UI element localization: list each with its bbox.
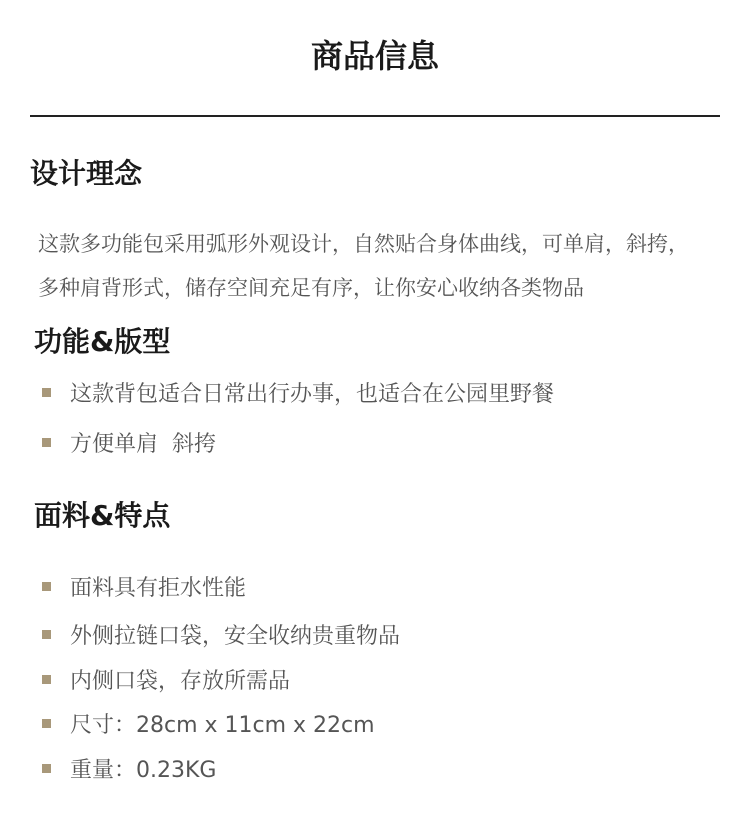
material-item	[42, 707, 375, 739]
material-heading: 面料&特点	[34, 499, 171, 532]
material-item	[42, 752, 216, 784]
function-heading: 功能&版型	[34, 325, 171, 358]
square-bullet-icon	[42, 719, 51, 728]
material-item-text: 内侧口袋，存放所需品	[70, 668, 291, 694]
material-item-text: 外侧拉链口袋，安全收纳贵重物品	[70, 623, 401, 649]
function-item	[42, 376, 554, 408]
design-heading: 设计理念	[30, 157, 143, 190]
function-item-text: 这款背包适合日常出行办事，也适合在公园里野餐	[70, 381, 555, 407]
material-item-text: 面料具有拒水性能	[70, 575, 247, 601]
material-item-text: 尺寸：28cm x 11cm x 22cm	[70, 712, 375, 738]
square-bullet-icon	[42, 388, 51, 397]
material-item-text: 重量：0.23KG	[70, 757, 217, 783]
title-divider	[30, 115, 720, 117]
material-item	[42, 663, 290, 695]
function-item	[42, 426, 216, 458]
square-bullet-icon	[42, 764, 51, 773]
design-description	[38, 222, 743, 310]
design-description-line: 多种肩背形式，储存空间充足有序，让你安心收纳各类物品	[38, 276, 584, 300]
design-description-line: 这款多功能包采用弧形外观设计，自然贴合身体曲线，可单肩，斜挎，	[38, 232, 689, 256]
material-item	[42, 570, 246, 602]
square-bullet-icon	[42, 630, 51, 639]
square-bullet-icon	[42, 582, 51, 591]
page-title: 商品信息	[310, 37, 439, 75]
function-item-text: 方便单肩 斜挎	[70, 431, 216, 457]
square-bullet-icon	[42, 438, 51, 447]
material-item	[42, 618, 400, 650]
square-bullet-icon	[42, 675, 51, 684]
